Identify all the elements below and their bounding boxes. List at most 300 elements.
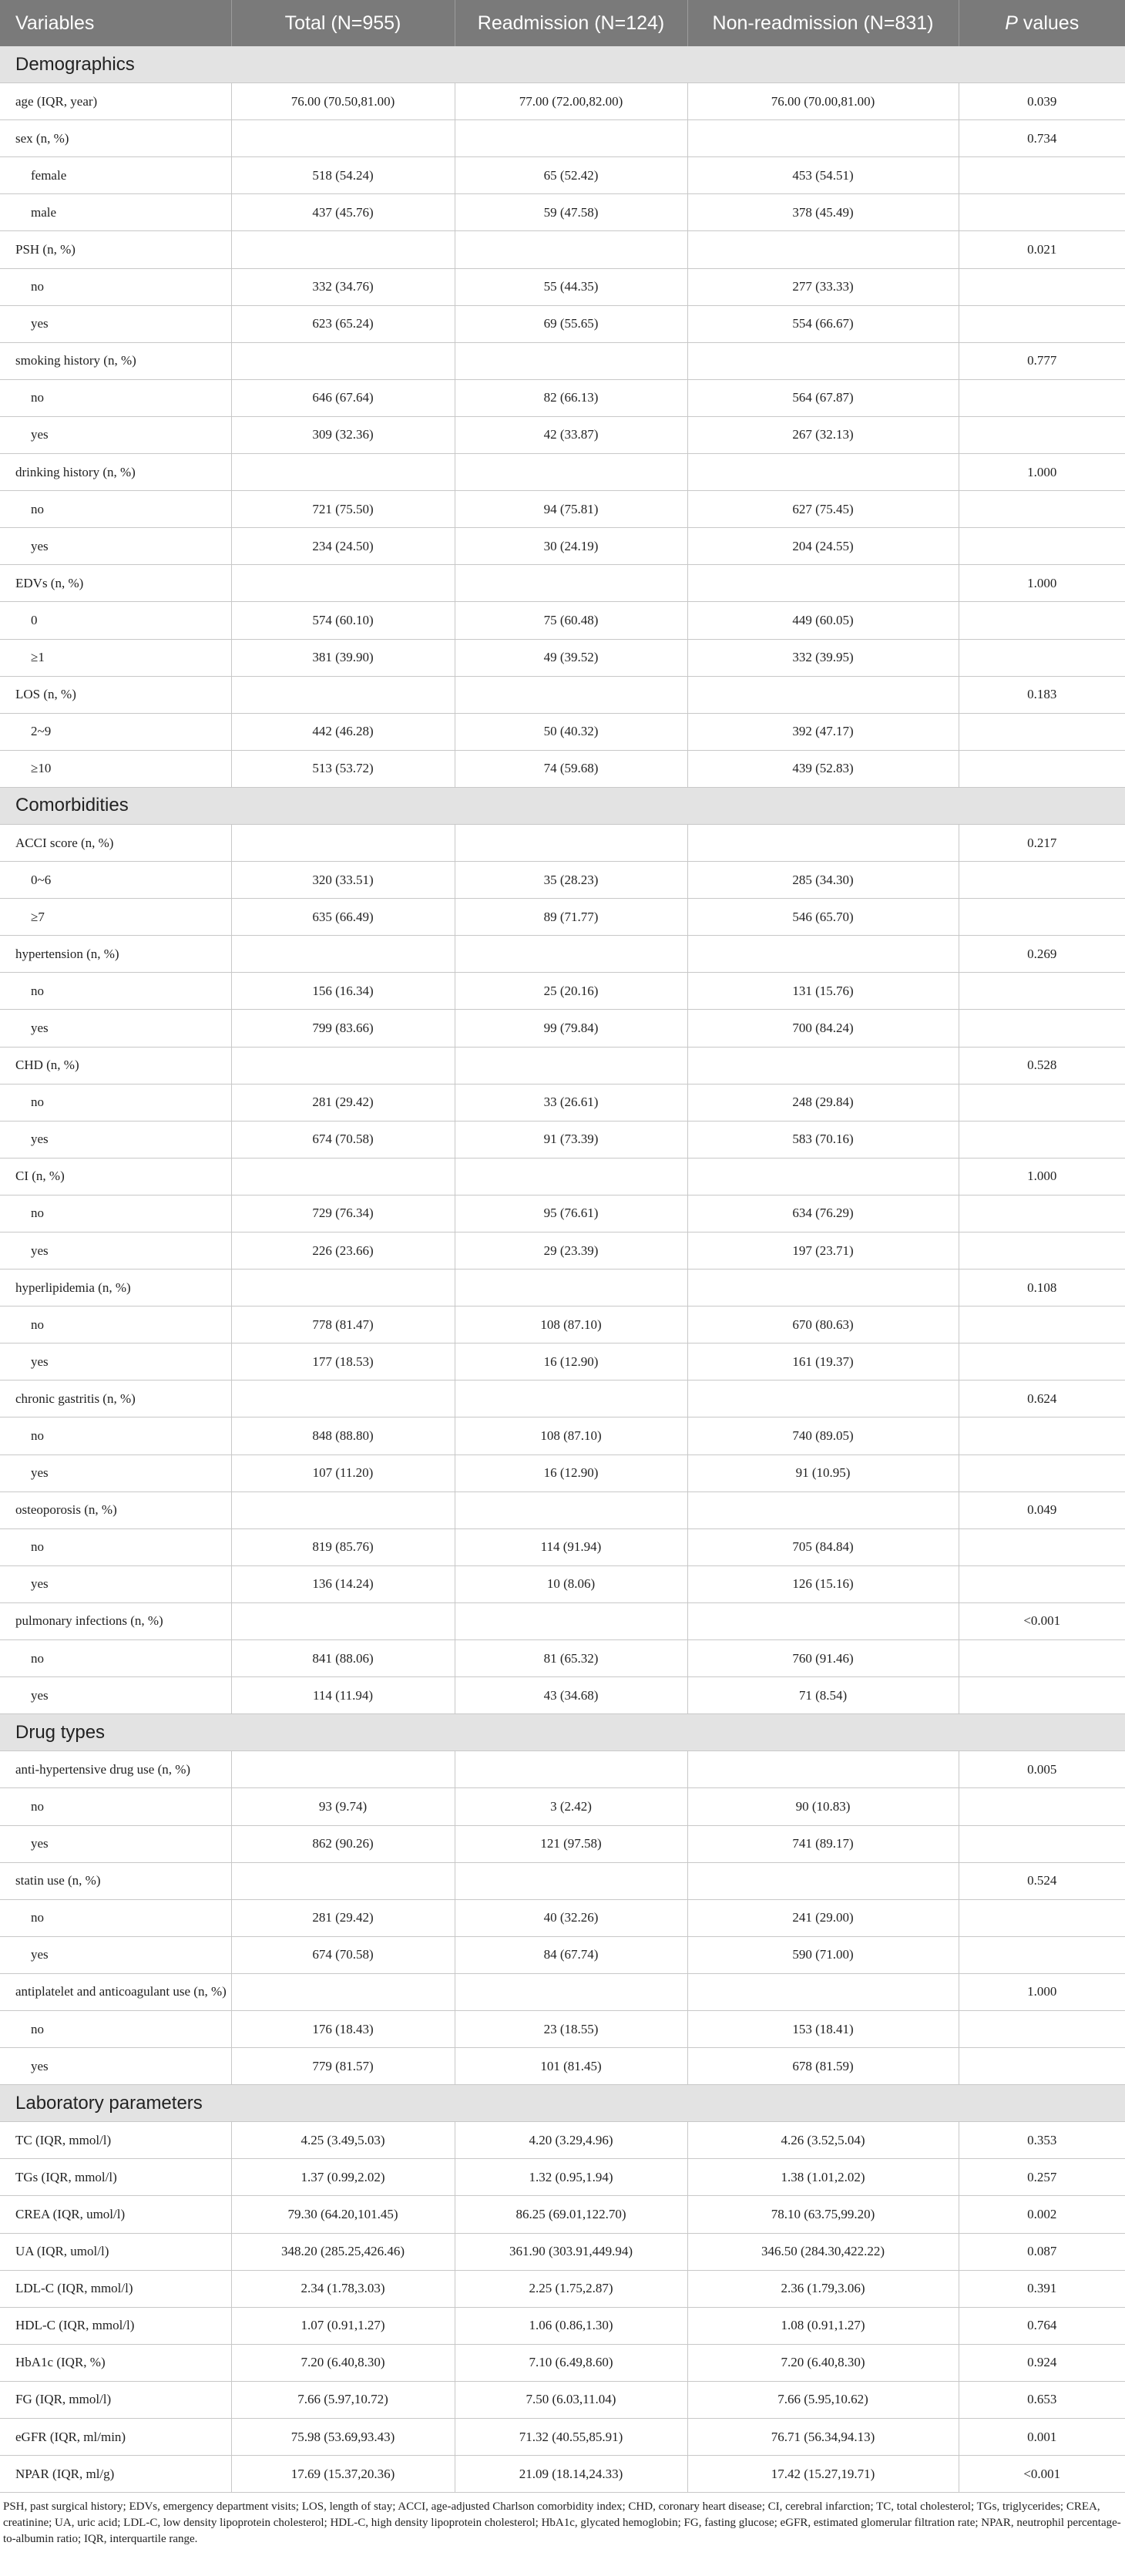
cell-readmission: [455, 1491, 687, 1528]
cell-non-readmission: 90 (10.83): [687, 1788, 959, 1825]
cell-p-value: [959, 268, 1125, 305]
section-header-row: [0, 1714, 1125, 1751]
row-label: TGs (IQR, mmol/l): [0, 2159, 231, 2196]
row-label: 2~9: [0, 713, 231, 750]
table-row: [0, 1121, 1125, 1158]
cell-non-readmission: 277 (33.33): [687, 268, 959, 305]
section-title: Laboratory parameters: [0, 2085, 1125, 2122]
cell-p-value: 0.039: [959, 83, 1125, 120]
cell-non-readmission: 740 (89.05): [687, 1417, 959, 1454]
cell-non-readmission: [687, 454, 959, 491]
table-row: [0, 1380, 1125, 1417]
cell-p-value: [959, 1788, 1125, 1825]
row-label: ≥1: [0, 639, 231, 676]
cell-p-value: [959, 713, 1125, 750]
cell-p-value: 0.269: [959, 936, 1125, 973]
row-label: no: [0, 1899, 231, 1936]
row-label: yes: [0, 2048, 231, 2085]
cell-non-readmission: [687, 676, 959, 713]
cell-total: [231, 1751, 455, 1788]
row-label: chronic gastritis (n, %): [0, 1380, 231, 1417]
cell-readmission: [455, 454, 687, 491]
cell-p-value: <0.001: [959, 1602, 1125, 1639]
cell-non-readmission: 741 (89.17): [687, 1825, 959, 1862]
table-row: [0, 1417, 1125, 1454]
table-row: [0, 1751, 1125, 1788]
cell-readmission: 71.32 (40.55,85.91): [455, 2419, 687, 2456]
cell-non-readmission: 126 (15.16): [687, 1565, 959, 1602]
cell-readmission: 84 (67.74): [455, 1936, 687, 1973]
table-body: [0, 46, 1125, 2493]
cell-non-readmission: 76.71 (56.34,94.13): [687, 2419, 959, 2456]
cell-p-value: [959, 1233, 1125, 1270]
table-row: [0, 454, 1125, 491]
cell-non-readmission: 700 (84.24): [687, 1010, 959, 1047]
row-label: TC (IQR, mmol/l): [0, 2122, 231, 2159]
row-label: female: [0, 157, 231, 194]
cell-p-value: 0.005: [959, 1751, 1125, 1788]
cell-p-value: [959, 1454, 1125, 1491]
table-row: [0, 1677, 1125, 1714]
cell-total: [231, 120, 455, 157]
cell-total: 17.69 (15.37,20.36): [231, 2456, 455, 2493]
cell-non-readmission: 76.00 (70.00,81.00): [687, 83, 959, 120]
table-row: [0, 602, 1125, 639]
cell-total: 320 (33.51): [231, 862, 455, 899]
cell-readmission: 29 (23.39): [455, 1233, 687, 1270]
cell-non-readmission: [687, 565, 959, 602]
cell-readmission: [455, 231, 687, 268]
cell-non-readmission: 546 (65.70): [687, 899, 959, 936]
table-row: [0, 1528, 1125, 1565]
cell-total: [231, 1862, 455, 1899]
row-label: no: [0, 379, 231, 416]
table-row: [0, 416, 1125, 453]
footnote: PSH, past surgical history; EDVs, emergency department visits; LOS, length of stay; ACCI, age-adjusted Charlson comorbidity index; CHD, coronary heart disease; CI, cerebral infarction; TC, total cholesterol; TGs, triglycerides; CREA, creatinine; UA, uric acid; LDL-C, low density lipoprotein cholesterol; HDL-C, high density lipoprotein cholesterol; HbA1c, glycated hemoglobin; FG, fasting glucose; eGFR, estimated glomerular filtration rate; NPAR, neutrophil percentage-to-albumin ratio; IQR, interquartile range.: [3, 2500, 1121, 2546]
row-label: age (IQR, year): [0, 83, 231, 120]
cell-total: 309 (32.36): [231, 416, 455, 453]
table-row: [0, 2270, 1125, 2307]
row-label: pulmonary infections (n, %): [0, 1602, 231, 1639]
cell-total: 1.37 (0.99,2.02): [231, 2159, 455, 2196]
cell-p-value: [959, 973, 1125, 1010]
cell-non-readmission: 554 (66.67): [687, 305, 959, 342]
row-label: CHD (n, %): [0, 1047, 231, 1084]
cell-total: 381 (39.90): [231, 639, 455, 676]
row-label: yes: [0, 1010, 231, 1047]
row-label: yes: [0, 1565, 231, 1602]
cell-readmission: 69 (55.65): [455, 305, 687, 342]
cell-p-value: [959, 1121, 1125, 1158]
cell-total: 76.00 (70.50,81.00): [231, 83, 455, 120]
cell-non-readmission: 285 (34.30): [687, 862, 959, 899]
cell-p-value: 1.000: [959, 565, 1125, 602]
cell-non-readmission: 17.42 (15.27,19.71): [687, 2456, 959, 2493]
row-label: no: [0, 491, 231, 528]
row-label: no: [0, 1788, 231, 1825]
cell-p-value: [959, 899, 1125, 936]
row-label: no: [0, 1528, 231, 1565]
row-label: antiplatelet and anticoagulant use (n, %): [0, 1973, 231, 2010]
cell-p-value: 0.002: [959, 2196, 1125, 2233]
cell-total: 93 (9.74): [231, 1788, 455, 1825]
table-row: [0, 1862, 1125, 1899]
cell-p-value: 0.524: [959, 1862, 1125, 1899]
cell-p-value: 0.924: [959, 2344, 1125, 2381]
cell-readmission: 25 (20.16): [455, 973, 687, 1010]
cell-p-value: 0.049: [959, 1491, 1125, 1528]
cell-total: 646 (67.64): [231, 379, 455, 416]
cell-total: 518 (54.24): [231, 157, 455, 194]
cell-p-value: 0.528: [959, 1047, 1125, 1084]
cell-readmission: 35 (28.23): [455, 862, 687, 899]
cell-non-readmission: 670 (80.63): [687, 1306, 959, 1343]
table-row: [0, 639, 1125, 676]
cell-readmission: 86.25 (69.01,122.70): [455, 2196, 687, 2233]
cell-total: 332 (34.76): [231, 268, 455, 305]
cell-total: [231, 1973, 455, 2010]
cell-non-readmission: [687, 1158, 959, 1195]
cell-p-value: 0.353: [959, 2122, 1125, 2159]
cell-readmission: 108 (87.10): [455, 1417, 687, 1454]
row-label: CREA (IQR, umol/l): [0, 2196, 231, 2233]
section-title: Drug types: [0, 1714, 1125, 1751]
cell-non-readmission: 1.08 (0.91,1.27): [687, 2307, 959, 2344]
cell-non-readmission: 248 (29.84): [687, 1084, 959, 1121]
table-row: [0, 973, 1125, 1010]
table-row: [0, 936, 1125, 973]
table-row: [0, 1973, 1125, 2010]
cell-p-value: [959, 1306, 1125, 1343]
cell-non-readmission: 241 (29.00): [687, 1899, 959, 1936]
cell-readmission: 43 (34.68): [455, 1677, 687, 1714]
cell-non-readmission: 7.20 (6.40,8.30): [687, 2344, 959, 2381]
cell-readmission: 77.00 (72.00,82.00): [455, 83, 687, 120]
cell-non-readmission: 564 (67.87): [687, 379, 959, 416]
table-row: [0, 899, 1125, 936]
cell-p-value: 0.653: [959, 2381, 1125, 2418]
cell-p-value: [959, 750, 1125, 787]
row-label: anti-hypertensive drug use (n, %): [0, 1751, 231, 1788]
cell-non-readmission: 2.36 (1.79,3.06): [687, 2270, 959, 2307]
cell-total: 176 (18.43): [231, 2010, 455, 2047]
cell-non-readmission: 7.66 (5.95,10.62): [687, 2381, 959, 2418]
cell-readmission: [455, 1751, 687, 1788]
cell-non-readmission: [687, 1751, 959, 1788]
cell-total: [231, 1270, 455, 1306]
cell-p-value: [959, 1343, 1125, 1380]
cell-readmission: [455, 1602, 687, 1639]
table-row: [0, 1936, 1125, 1973]
cell-total: [231, 936, 455, 973]
row-label: male: [0, 194, 231, 231]
header-total: Total (N=955): [231, 0, 455, 46]
cell-total: 1.07 (0.91,1.27): [231, 2307, 455, 2344]
cell-readmission: 91 (73.39): [455, 1121, 687, 1158]
cell-readmission: [455, 120, 687, 157]
cell-p-value: [959, 1640, 1125, 1677]
table-row: [0, 305, 1125, 342]
cell-total: 177 (18.53): [231, 1343, 455, 1380]
row-label: no: [0, 1195, 231, 1232]
header-non-readmission: Non-readmission (N=831): [687, 0, 959, 46]
cell-readmission: 89 (71.77): [455, 899, 687, 936]
cell-total: 779 (81.57): [231, 2048, 455, 2085]
cell-readmission: [455, 1380, 687, 1417]
cell-non-readmission: 78.10 (63.75,99.20): [687, 2196, 959, 2233]
header-readmission: Readmission (N=124): [455, 0, 687, 46]
cell-readmission: [455, 1158, 687, 1195]
row-label: no: [0, 268, 231, 305]
table-row: [0, 676, 1125, 713]
cell-non-readmission: 760 (91.46): [687, 1640, 959, 1677]
table-row: [0, 2381, 1125, 2418]
cell-total: 281 (29.42): [231, 1084, 455, 1121]
cell-readmission: 16 (12.90): [455, 1454, 687, 1491]
table-row: [0, 194, 1125, 231]
cell-non-readmission: [687, 1047, 959, 1084]
cell-non-readmission: 161 (19.37): [687, 1343, 959, 1380]
table-row: [0, 1491, 1125, 1528]
cell-p-value: [959, 379, 1125, 416]
cell-non-readmission: 197 (23.71): [687, 1233, 959, 1270]
cell-p-value: [959, 1528, 1125, 1565]
cell-readmission: 10 (8.06): [455, 1565, 687, 1602]
row-label: no: [0, 1417, 231, 1454]
cell-total: 848 (88.80): [231, 1417, 455, 1454]
cell-total: 623 (65.24): [231, 305, 455, 342]
row-label: smoking history (n, %): [0, 342, 231, 379]
cell-non-readmission: [687, 1270, 959, 1306]
table-row: [0, 750, 1125, 787]
row-label: yes: [0, 1454, 231, 1491]
row-label: statin use (n, %): [0, 1862, 231, 1899]
cell-non-readmission: 91 (10.95): [687, 1454, 959, 1491]
table-row: [0, 2122, 1125, 2159]
row-label: no: [0, 1306, 231, 1343]
cell-p-value: 0.777: [959, 342, 1125, 379]
table-row: [0, 2010, 1125, 2047]
table-row: [0, 1195, 1125, 1232]
cell-p-value: 0.257: [959, 2159, 1125, 2196]
cell-readmission: 95 (76.61): [455, 1195, 687, 1232]
cell-total: [231, 342, 455, 379]
cell-p-value: [959, 1677, 1125, 1714]
cell-non-readmission: [687, 231, 959, 268]
cell-p-value: [959, 305, 1125, 342]
cell-p-value: <0.001: [959, 2456, 1125, 2493]
table-row: [0, 862, 1125, 899]
cell-p-value: 0.764: [959, 2307, 1125, 2344]
cell-readmission: 99 (79.84): [455, 1010, 687, 1047]
table-row: [0, 2233, 1125, 2270]
cell-p-value: [959, 1936, 1125, 1973]
cell-non-readmission: 1.38 (1.01,2.02): [687, 2159, 959, 2196]
cell-non-readmission: 332 (39.95): [687, 639, 959, 676]
section-title: Comorbidities: [0, 787, 1125, 824]
row-label: UA (IQR, umol/l): [0, 2233, 231, 2270]
cell-p-value: 0.183: [959, 676, 1125, 713]
cell-non-readmission: 378 (45.49): [687, 194, 959, 231]
cell-p-value: 0.391: [959, 2270, 1125, 2307]
header-p-letter: P: [1005, 12, 1018, 34]
cell-readmission: 1.06 (0.86,1.30): [455, 2307, 687, 2344]
cell-readmission: 94 (75.81): [455, 491, 687, 528]
row-label: yes: [0, 305, 231, 342]
cell-p-value: 0.217: [959, 824, 1125, 861]
cell-total: 674 (70.58): [231, 1936, 455, 1973]
cell-readmission: 4.20 (3.29,4.96): [455, 2122, 687, 2159]
cell-p-value: [959, 639, 1125, 676]
cell-p-value: [959, 194, 1125, 231]
cell-readmission: [455, 676, 687, 713]
cell-readmission: 81 (65.32): [455, 1640, 687, 1677]
cell-p-value: 0.624: [959, 1380, 1125, 1417]
cell-total: 75.98 (53.69,93.43): [231, 2419, 455, 2456]
row-label: no: [0, 1640, 231, 1677]
cell-total: [231, 231, 455, 268]
cell-non-readmission: [687, 342, 959, 379]
cell-total: 79.30 (64.20,101.45): [231, 2196, 455, 2233]
cell-non-readmission: [687, 1973, 959, 2010]
table-row: [0, 1343, 1125, 1380]
cell-p-value: 0.001: [959, 2419, 1125, 2456]
cell-p-value: 0.021: [959, 231, 1125, 268]
row-label: yes: [0, 1233, 231, 1270]
table-row: [0, 2419, 1125, 2456]
cell-readmission: 114 (91.94): [455, 1528, 687, 1565]
cell-p-value: [959, 2010, 1125, 2047]
cell-readmission: [455, 565, 687, 602]
cell-readmission: 55 (44.35): [455, 268, 687, 305]
cell-total: 841 (88.06): [231, 1640, 455, 1677]
header-row: [0, 0, 1125, 46]
cell-readmission: 33 (26.61): [455, 1084, 687, 1121]
cell-p-value: 1.000: [959, 454, 1125, 491]
cell-readmission: 7.50 (6.03,11.04): [455, 2381, 687, 2418]
cell-total: [231, 676, 455, 713]
header-variables: Variables: [0, 0, 231, 46]
cell-total: 136 (14.24): [231, 1565, 455, 1602]
table-row: [0, 1270, 1125, 1306]
cell-readmission: 21.09 (18.14,24.33): [455, 2456, 687, 2493]
cell-non-readmission: [687, 936, 959, 973]
cell-total: 442 (46.28): [231, 713, 455, 750]
row-label: yes: [0, 528, 231, 565]
section-header-row: [0, 787, 1125, 824]
section-title: Demographics: [0, 46, 1125, 83]
cell-p-value: [959, 491, 1125, 528]
row-label: no: [0, 2010, 231, 2047]
cell-total: 778 (81.47): [231, 1306, 455, 1343]
row-label: yes: [0, 416, 231, 453]
row-label: drinking history (n, %): [0, 454, 231, 491]
cell-p-value: 1.000: [959, 1973, 1125, 2010]
cell-total: [231, 1380, 455, 1417]
cell-total: 281 (29.42): [231, 1899, 455, 1936]
cell-readmission: 50 (40.32): [455, 713, 687, 750]
table-row: [0, 713, 1125, 750]
section-header-row: [0, 46, 1125, 83]
cell-readmission: 1.32 (0.95,1.94): [455, 2159, 687, 2196]
row-label: sex (n, %): [0, 120, 231, 157]
table-row: [0, 342, 1125, 379]
header-p-values: [959, 0, 1125, 46]
table-row: [0, 1158, 1125, 1195]
cell-total: 721 (75.50): [231, 491, 455, 528]
table-row: [0, 2196, 1125, 2233]
cell-non-readmission: 634 (76.29): [687, 1195, 959, 1232]
row-label: CI (n, %): [0, 1158, 231, 1195]
row-label: LOS (n, %): [0, 676, 231, 713]
cell-readmission: [455, 936, 687, 973]
row-label: eGFR (IQR, ml/min): [0, 2419, 231, 2456]
table-row: [0, 1454, 1125, 1491]
row-label: no: [0, 973, 231, 1010]
table-row: [0, 2048, 1125, 2085]
cell-non-readmission: 627 (75.45): [687, 491, 959, 528]
table-row: [0, 1565, 1125, 1602]
table-row: [0, 2159, 1125, 2196]
cell-readmission: 82 (66.13): [455, 379, 687, 416]
cell-total: [231, 1602, 455, 1639]
cell-total: [231, 1491, 455, 1528]
row-label: HbA1c (IQR, %): [0, 2344, 231, 2381]
cell-total: 107 (11.20): [231, 1454, 455, 1491]
cell-p-value: [959, 602, 1125, 639]
table-row: [0, 157, 1125, 194]
table-row: [0, 491, 1125, 528]
cell-non-readmission: 453 (54.51): [687, 157, 959, 194]
cell-non-readmission: [687, 824, 959, 861]
cell-p-value: [959, 1565, 1125, 1602]
table-row: [0, 528, 1125, 565]
row-label: osteoporosis (n, %): [0, 1491, 231, 1528]
cell-total: [231, 1047, 455, 1084]
cell-p-value: [959, 528, 1125, 565]
cell-p-value: [959, 1010, 1125, 1047]
cell-non-readmission: 392 (47.17): [687, 713, 959, 750]
cell-p-value: [959, 1084, 1125, 1121]
cell-readmission: [455, 1862, 687, 1899]
cell-non-readmission: 71 (8.54): [687, 1677, 959, 1714]
cell-readmission: 101 (81.45): [455, 2048, 687, 2085]
cell-p-value: [959, 2048, 1125, 2085]
cell-readmission: 16 (12.90): [455, 1343, 687, 1380]
row-label: yes: [0, 1825, 231, 1862]
cell-total: [231, 1158, 455, 1195]
cell-p-value: [959, 157, 1125, 194]
cell-total: 114 (11.94): [231, 1677, 455, 1714]
cell-readmission: 75 (60.48): [455, 602, 687, 639]
cell-non-readmission: 705 (84.84): [687, 1528, 959, 1565]
cell-p-value: 0.734: [959, 120, 1125, 157]
table-row: [0, 2456, 1125, 2493]
row-label: yes: [0, 1343, 231, 1380]
cell-total: 635 (66.49): [231, 899, 455, 936]
row-label: HDL-C (IQR, mmol/l): [0, 2307, 231, 2344]
table-row: [0, 2307, 1125, 2344]
table-row: [0, 1233, 1125, 1270]
cell-total: 156 (16.34): [231, 973, 455, 1010]
cell-p-value: [959, 416, 1125, 453]
row-label: NPAR (IQR, ml/g): [0, 2456, 231, 2493]
cell-total: 799 (83.66): [231, 1010, 455, 1047]
cell-total: 574 (60.10): [231, 602, 455, 639]
table-row: [0, 268, 1125, 305]
row-label: EDVs (n, %): [0, 565, 231, 602]
cell-total: 4.25 (3.49,5.03): [231, 2122, 455, 2159]
